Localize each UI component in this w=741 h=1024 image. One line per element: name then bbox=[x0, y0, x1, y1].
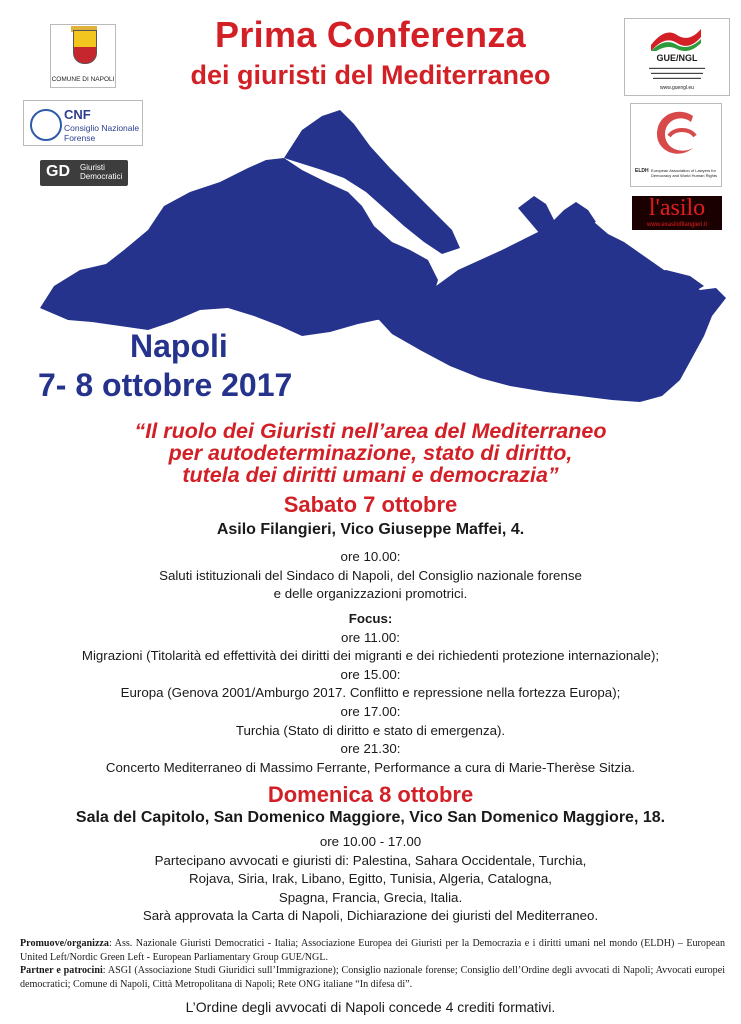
asilo-url: www.exasilofilangieri.it bbox=[646, 222, 708, 228]
flag-icon bbox=[647, 25, 705, 51]
partner-label: Partner e patrocini bbox=[20, 965, 103, 976]
cnf-name-line2: Forense bbox=[64, 133, 96, 143]
day1-time1: ore 10.00: bbox=[340, 549, 401, 564]
day1-program bbox=[0, 548, 741, 604]
quote-line3: tutela dei diritti umani e democrazia” bbox=[182, 463, 559, 487]
day1-time2: ore 11.00: bbox=[341, 629, 400, 645]
day1-item2: Migrazioni (Titolarità ed effettività dei diritti dei migranti e dei richiedenti protezione internazionale); bbox=[81, 648, 660, 664]
gue-url: www.guengl.eu bbox=[660, 85, 694, 91]
event-city: Napoli bbox=[130, 328, 228, 364]
day2-time: ore 10.00 - 17.00 bbox=[319, 834, 422, 849]
day1-time4: ore 17.00: bbox=[340, 703, 401, 719]
day2-line2: Rojava, Siria, Irak, Libano, Egitto, Tunisia, Algeria, Catalogna, bbox=[189, 871, 552, 887]
day1-time3: ore 15.00: bbox=[340, 666, 401, 682]
cnf-abbr: CNF bbox=[64, 107, 91, 122]
credits-block bbox=[20, 937, 725, 991]
comune-label: COMUNE DI NAPOLI bbox=[51, 76, 115, 83]
promuove-label: Promuove/organizza bbox=[20, 938, 109, 949]
day1-focus-program bbox=[0, 610, 741, 777]
day1-item5: Concerto Mediterraneo di Massimo Ferrante, Performance a cura di Marie-Therèse Sitzia. bbox=[105, 759, 636, 775]
day1-item1a: Saluti istituzionali del Sindaco di Napoli, del Consiglio nazionale forense bbox=[159, 567, 582, 583]
gue-ngl-logo bbox=[624, 18, 730, 96]
cnf-name-line1: Consiglio Nazionale bbox=[64, 123, 140, 133]
day2-heading: Domenica 8 ottobre bbox=[267, 782, 474, 807]
focus-label: Focus: bbox=[348, 611, 393, 626]
day2-program bbox=[0, 833, 741, 926]
gd-name-line2: Democratici bbox=[80, 172, 123, 181]
day1-time5: ore 21.30: bbox=[340, 741, 401, 757]
promuove-text: : Ass. Nazionale Giuristi Democratici - Italia; Associazione Europea dei Giuristi per la Democrazia e i diritti umani nel mondo (ELDH) – European United Left/Nordic Green Left - European Parliamentary Group GUE/NGL. bbox=[20, 938, 725, 963]
day2-venue: Sala del Capitolo, San Domenico Maggiore, Vico San Domenico Maggiore, 18. bbox=[75, 809, 666, 826]
day2-line1: Partecipano avvocati e giuristi di: Palestina, Sahara Occidentale, Turchia, bbox=[154, 852, 587, 868]
gd-name-line1: Giuristi bbox=[80, 163, 105, 172]
day2-line4: Sarà approvata la Carta di Napoli, Dichiarazione dei giuristi del Mediterraneo. bbox=[142, 908, 599, 924]
day1-item1b: e delle organizzazioni promotrici. bbox=[273, 586, 468, 602]
day1-venue: Asilo Filangieri, Vico Giuseppe Maffei, 4. bbox=[216, 521, 525, 538]
promuove-paragraph bbox=[20, 937, 725, 964]
day1-item3: Europa (Genova 2001/Amburgo 2017. Conflitto e repressione nella fortezza Europa); bbox=[120, 685, 621, 701]
eldh-name: ELDH bbox=[635, 168, 649, 174]
gue-fineprint-decor: ▬▬▬▬▬▬▬▬▬▬▬▬▬▬ ▬▬▬▬▬▬▬▬▬▬▬▬▬ ▬▬▬▬▬▬▬▬▬▬▬▬ bbox=[649, 65, 705, 80]
day1-item4: Turchia (Stato di diritto e stato di emergenza). bbox=[235, 722, 506, 738]
eldh-description: European Association of Lawyers for Democracy and World Human Rights bbox=[651, 168, 717, 178]
quote-line1: “Il ruolo dei Giuristi nell’area del Mediterraneo bbox=[134, 419, 607, 443]
asilo-name: l'asilo bbox=[648, 195, 706, 221]
quote-line2: per autodeterminazione, stato di diritto, bbox=[168, 441, 573, 465]
crest-icon bbox=[73, 30, 97, 64]
gd-mark: GD bbox=[46, 163, 70, 180]
partner-paragraph bbox=[20, 964, 725, 991]
gue-name: GUE/NGL bbox=[656, 53, 698, 63]
partner-text: : ASGI (Associazione Studi Giuridici sull’Immigrazione); Consiglio nazionale forense; Consiglio dell’Ordine degli avvocati di Napoli; Avvocati europei democratici; Comune di Napoli, Città Metropolitana di Napoli; Rete ONG italiane “In difesa di”. bbox=[20, 965, 725, 990]
conference-subtitle: dei giuristi del Mediterraneo bbox=[190, 60, 551, 90]
day1-heading: Sabato 7 ottobre bbox=[283, 492, 458, 517]
event-theme-quote bbox=[0, 420, 741, 486]
day2-line3: Spagna, Francia, Grecia, Italia. bbox=[278, 889, 463, 905]
conference-title: Prima Conferenza bbox=[215, 14, 526, 55]
event-dates: 7- 8 ottobre 2017 bbox=[38, 367, 293, 403]
comune-napoli-logo bbox=[50, 24, 116, 88]
ordine-credits-note: L’Ordine degli avvocati di Napoli concede 4 crediti formativi. bbox=[185, 999, 556, 1015]
